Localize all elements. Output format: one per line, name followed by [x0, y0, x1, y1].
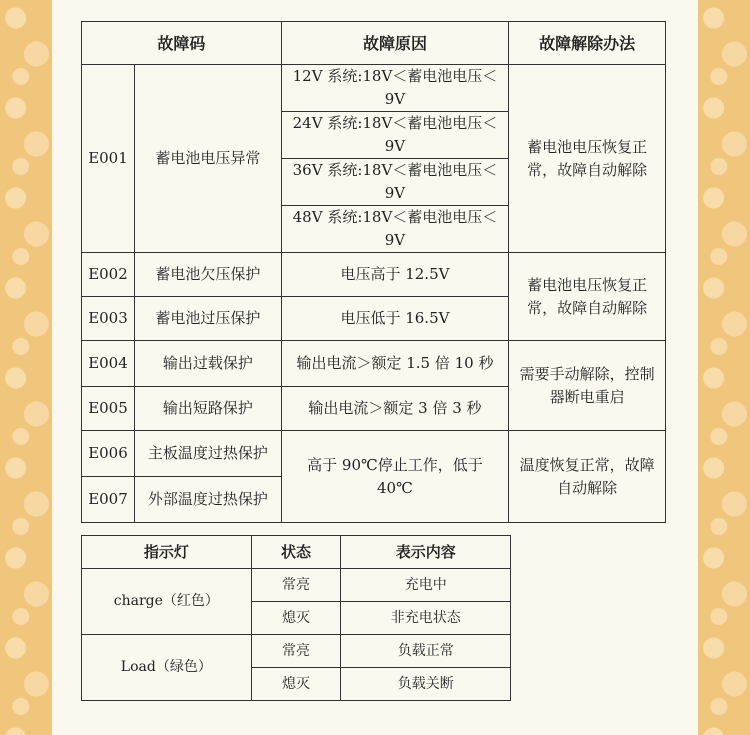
fault-cause: 输出电流＞额定 3 倍 3 秒 [281, 387, 509, 431]
fault-cause: 24V 系统:18V＜蓄电池电压＜9V [281, 112, 509, 159]
header-meaning: 表示内容 [341, 536, 511, 569]
fault-code-table [81, 21, 666, 523]
fault-code: E003 [82, 297, 135, 341]
fault-solution: 蓄电池电压恢复正常，故障自动解除 [509, 253, 666, 341]
table-row [82, 253, 666, 297]
indicator-meaning: 负载关断 [341, 668, 511, 701]
indicator-table [81, 535, 511, 701]
fault-code: E005 [82, 387, 135, 431]
fault-solution: 需要手动解除，控制器断电重启 [509, 341, 666, 431]
fault-cause: 电压高于 12.5V [281, 253, 509, 297]
header-indicator: 指示灯 [82, 536, 252, 569]
fault-code: E007 [82, 477, 135, 523]
table-row [82, 65, 666, 112]
header-state: 状态 [251, 536, 341, 569]
fault-name: 蓄电池电压异常 [134, 65, 281, 253]
fault-name: 蓄电池欠压保护 [134, 253, 281, 297]
table-row [82, 569, 511, 602]
fault-name: 外部温度过热保护 [134, 477, 281, 523]
fault-solution: 温度恢复正常，故障自动解除 [509, 431, 666, 523]
fault-cause: 36V 系统:18V＜蓄电池电压＜9V [281, 159, 509, 206]
table-header-row [82, 22, 666, 65]
header-fault-code: 故障码 [82, 22, 282, 65]
indicator-meaning: 充电中 [341, 569, 511, 602]
indicator-name: Load（绿色） [82, 635, 252, 701]
fault-cause: 输出电流＞额定 1.5 倍 10 秒 [281, 341, 509, 387]
fault-code: E004 [82, 341, 135, 387]
table-row [82, 431, 666, 477]
decorative-border-left [0, 0, 52, 735]
fault-cause: 12V 系统:18V＜蓄电池电压＜9V [281, 65, 509, 112]
indicator-state: 常亮 [251, 569, 341, 602]
fault-cause: 高于 90℃停止工作，低于 40℃ [281, 431, 509, 523]
indicator-name: charge（红色） [82, 569, 252, 635]
fault-name: 蓄电池过压保护 [134, 297, 281, 341]
fault-cause: 电压低于 16.5V [281, 297, 509, 341]
fault-solution: 蓄电池电压恢复正常，故障自动解除 [509, 65, 666, 253]
table-row [82, 635, 511, 668]
fault-name: 主板温度过热保护 [134, 431, 281, 477]
table-row [82, 341, 666, 387]
document-page [52, 0, 698, 735]
fault-code: E001 [82, 65, 135, 253]
header-fault-solution: 故障解除办法 [509, 22, 666, 65]
fault-cause: 48V 系统:18V＜蓄电池电压＜9V [281, 206, 509, 253]
fault-code: E006 [82, 431, 135, 477]
header-fault-cause: 故障原因 [281, 22, 509, 65]
fault-name: 输出过载保护 [134, 341, 281, 387]
fault-name: 输出短路保护 [134, 387, 281, 431]
indicator-state: 熄灭 [251, 668, 341, 701]
indicator-meaning: 负载正常 [341, 635, 511, 668]
table-header-row [82, 536, 511, 569]
indicator-state: 常亮 [251, 635, 341, 668]
indicator-meaning: 非充电状态 [341, 602, 511, 635]
indicator-state: 熄灭 [251, 602, 341, 635]
fault-code: E002 [82, 253, 135, 297]
decorative-border-right [698, 0, 750, 735]
